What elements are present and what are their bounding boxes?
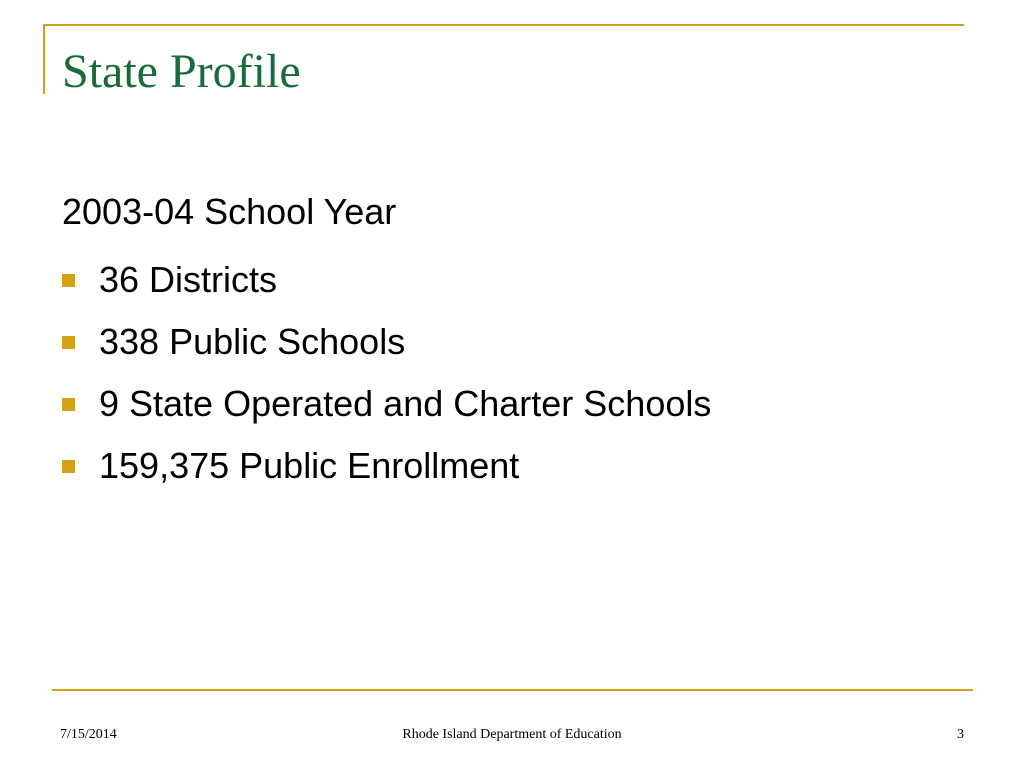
bullet-text: 159,375 Public Enrollment bbox=[99, 445, 520, 486]
bullet-list bbox=[62, 249, 711, 497]
bullet-text: 36 Districts bbox=[99, 259, 278, 300]
slide-subheading: 2003-04 School Year bbox=[62, 191, 397, 232]
footer-date: 7/15/2014 bbox=[60, 727, 117, 742]
square-bullet-icon bbox=[62, 336, 75, 349]
slide-title: State Profile bbox=[62, 45, 301, 98]
bullet-text: 9 State Operated and Charter Schools bbox=[99, 383, 712, 424]
slide-page-number: 3 bbox=[957, 727, 964, 742]
frame-left-rule bbox=[43, 24, 45, 94]
bullet-item-districts bbox=[62, 249, 711, 311]
footer-rule bbox=[52, 689, 973, 691]
square-bullet-icon bbox=[62, 398, 75, 411]
bullet-item-state-charter-schools bbox=[62, 373, 711, 435]
square-bullet-icon bbox=[62, 460, 75, 473]
bullet-item-public-schools bbox=[62, 311, 711, 373]
square-bullet-icon bbox=[62, 274, 75, 287]
frame-top-rule bbox=[43, 24, 964, 26]
bullet-text: 338 Public Schools bbox=[99, 321, 406, 362]
footer-organization: Rhode Island Department of Education bbox=[402, 727, 622, 742]
bullet-item-enrollment bbox=[62, 435, 711, 497]
